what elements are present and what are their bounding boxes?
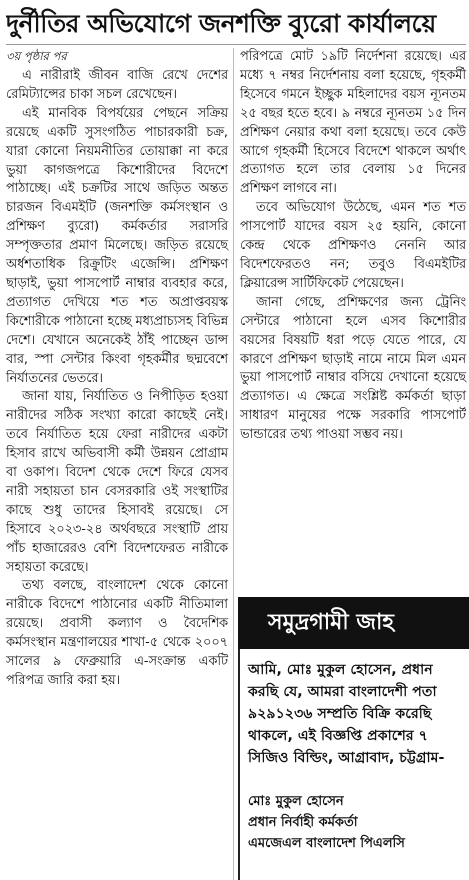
paragraph: তবে অভিযোগ উঠেছে, এমন শত শত পাসপোর্ট যাদের বয়স ২৫ হয়নি, কোনো কেন্দ্র থেকে প্রশিক্ষণও নেননি আর বিদেশফেরতও নন; তবুও বিএমইটির ক্লিয়ারেন্স সার্টিফিকেট পেয়েছেন। — [240, 200, 466, 291]
continuation-note: ৩য় পৃষ্ঠার পর — [6, 49, 67, 63]
paragraph: পরিপত্রে মোট ১৯টি নির্দেশনা রয়েছে। এর মধ্যে ৭ নম্বর নির্দেশনায় বলা হয়েছে, গৃহকর্মী হিসেবে গমনে ইচ্ছুক মহিলাদের বয়স ন্যূনতম ২৫ বছর হতে হবে। ৯ নম্বরে ন্যূনতম ১৫ দিন প্রশিক্ষণ নেয়ার কথা বলা হয়েছে। তবে কেউ আগে গৃহকর্মী হিসেবে বিদেশে থাকলে অর্থাৎ প্রত্যাগত হলে তার বেলায় ১৫ দিনের প্রশিক্ষণ লাগবে না। — [240, 49, 466, 197]
signature-name: মোঃ মুকুল হোসেন — [248, 794, 344, 809]
article-left-column — [6, 48, 228, 691]
paragraph: তথ্য বলছে, বাংলাদেশ থেকে কোনো নারীকে বিদেশে পাঠানোর একটি নীতিমালা রয়েছে। প্রবাসী কল্যাণ ও বৈদেশিক কর্মসংস্থান মন্ত্রণালয়ের শাখা-৫ থেকে ২০০৭ সালের ৯ ফেব্রুয়ারি এ-সংক্রান্ত একটি পরিপত্র জারি করা হয়। — [6, 578, 228, 688]
ad-line: সিজিও বিল্ডিং, আগ্রাবাদ, চট্টগ্রাম- — [248, 750, 445, 766]
signature-company: এমজেএল বাংলাদেশ পিএলসি — [248, 836, 405, 851]
ad-signature — [248, 791, 469, 854]
headline: দুর্নীতির অভিযোগে জনশক্তি ব্যুরো কার্যালয়ে — [6, 4, 466, 45]
signature-title: প্রধান নির্বাহী কর্মকর্তা — [248, 815, 358, 830]
paragraph: জানা গেছে, প্রশিক্ষণের জন্য ট্রেনিং সেন্টারে পাঠানো হলে এসব কিশোরীর বয়সের বিষয়টি ধরা পড়ে যেতে পারে, যে কারণে প্রশিক্ষণ ছাড়াই নামে নামে মিল এমন ভুয়া পাসপোর্ট নাম্বার বসিয়ে দেখানো হয়েছে প্রত্যাগত। এ ক্ষেত্রে সংশ্লিষ্ট কর্মকর্তা ছাড়া সাধারণ মানুষের পক্ষে সরকারি পাসপোর্ট ভান্ডারের তথ্য পাওয়া সম্ভব নয়। — [240, 294, 466, 443]
ad-line: ৯২৯১২৩৬ সম্প্রতি বিক্রি করেছি — [248, 706, 432, 722]
paragraph: এই মানবিক বিপর্যয়ের পেছনে সক্রিয় রয়েছে একটি সুসংগঠিত পাচারকারী চক্র, যারা কোনো নিয়মনীতির তোয়াক্কা না করে ভুয়া কাগজপত্রে কিশোরীদের বিদেশে পাঠাচ্ছে। এই চক্রটির সাথে জড়িত অন্তত চারজন বিএমইটি (জনশক্তি কর্মসংস্থান ও প্রশিক্ষণ ব্যুরো) কর্মকর্তার সরাসরি সম্পৃক্ততার প্রমাণ মিলেছে। জড়িত রয়েছে অর্ধশতাধিক রিক্রুটিং এজেন্সি। প্রশিক্ষণ ছাড়াই, ভুয়া পাসপোর্ট নাম্বার ব্যবহার করে, প্রত্যাগত দেখিয়ে শত শত অপ্রাপ্তবয়স্ক কিশোরীকে পাঠানো হচ্ছে মধ্যপ্রাচ্যসহ বিভিন্ন দেশে। যেখানে অনেকেই ঠাঁই পাচ্ছেন ডান্স বার, স্পা সেন্টার কিংবা গৃহকর্মীর ছদ্মবেশে নির্যাতনের ভেতরে। — [6, 105, 228, 386]
ad-notice — [238, 649, 469, 880]
ad-line: আমি, মোঃ মুকুল হোসেন, প্রধান — [248, 662, 433, 678]
ad-banner: সমুদ্রগামী জাহ — [238, 597, 469, 649]
ad-line: করছি যে, আমরা বাংলাদেশী পতা — [248, 684, 437, 700]
article-right-column — [240, 48, 466, 445]
paragraph: এ নারীরাই জীবন বাজি রেখে দেশের রেমিট্যান্সের চাকা সচল রেখেছেন। — [6, 68, 228, 102]
paragraph: জানা যায়, নির্যাতিত ও নিপীড়িত হওয়া নারীদের সঠিক সংখ্যা কারো কাছেই নেই। তবে নির্যাতিত হয়ে ফেরা নারীদের একটা হিসাব রাখে অভিবাসী কর্মী উন্নয়ন প্রোগ্রাম বা ওকাপ। বিদেশ থেকে দেশে ফিরে যেসব নারী সহায়তা চান বেসরকারি ওই সংস্থাটির কাছে শুধু তাদের হিসাবই রয়েছে। সে হিসাবে ২০২৩-২৪ অর্থবছরে সংস্থাটি প্রায় পাঁচ হাজারেরও বেশি বিদেশফেরত নারীকে সহায়তা করেছে। — [6, 389, 228, 575]
ad-line: থাকলে, এই বিজ্ঞপ্তি প্রকাশের ৭ — [248, 728, 428, 744]
column-divider — [233, 48, 234, 880]
